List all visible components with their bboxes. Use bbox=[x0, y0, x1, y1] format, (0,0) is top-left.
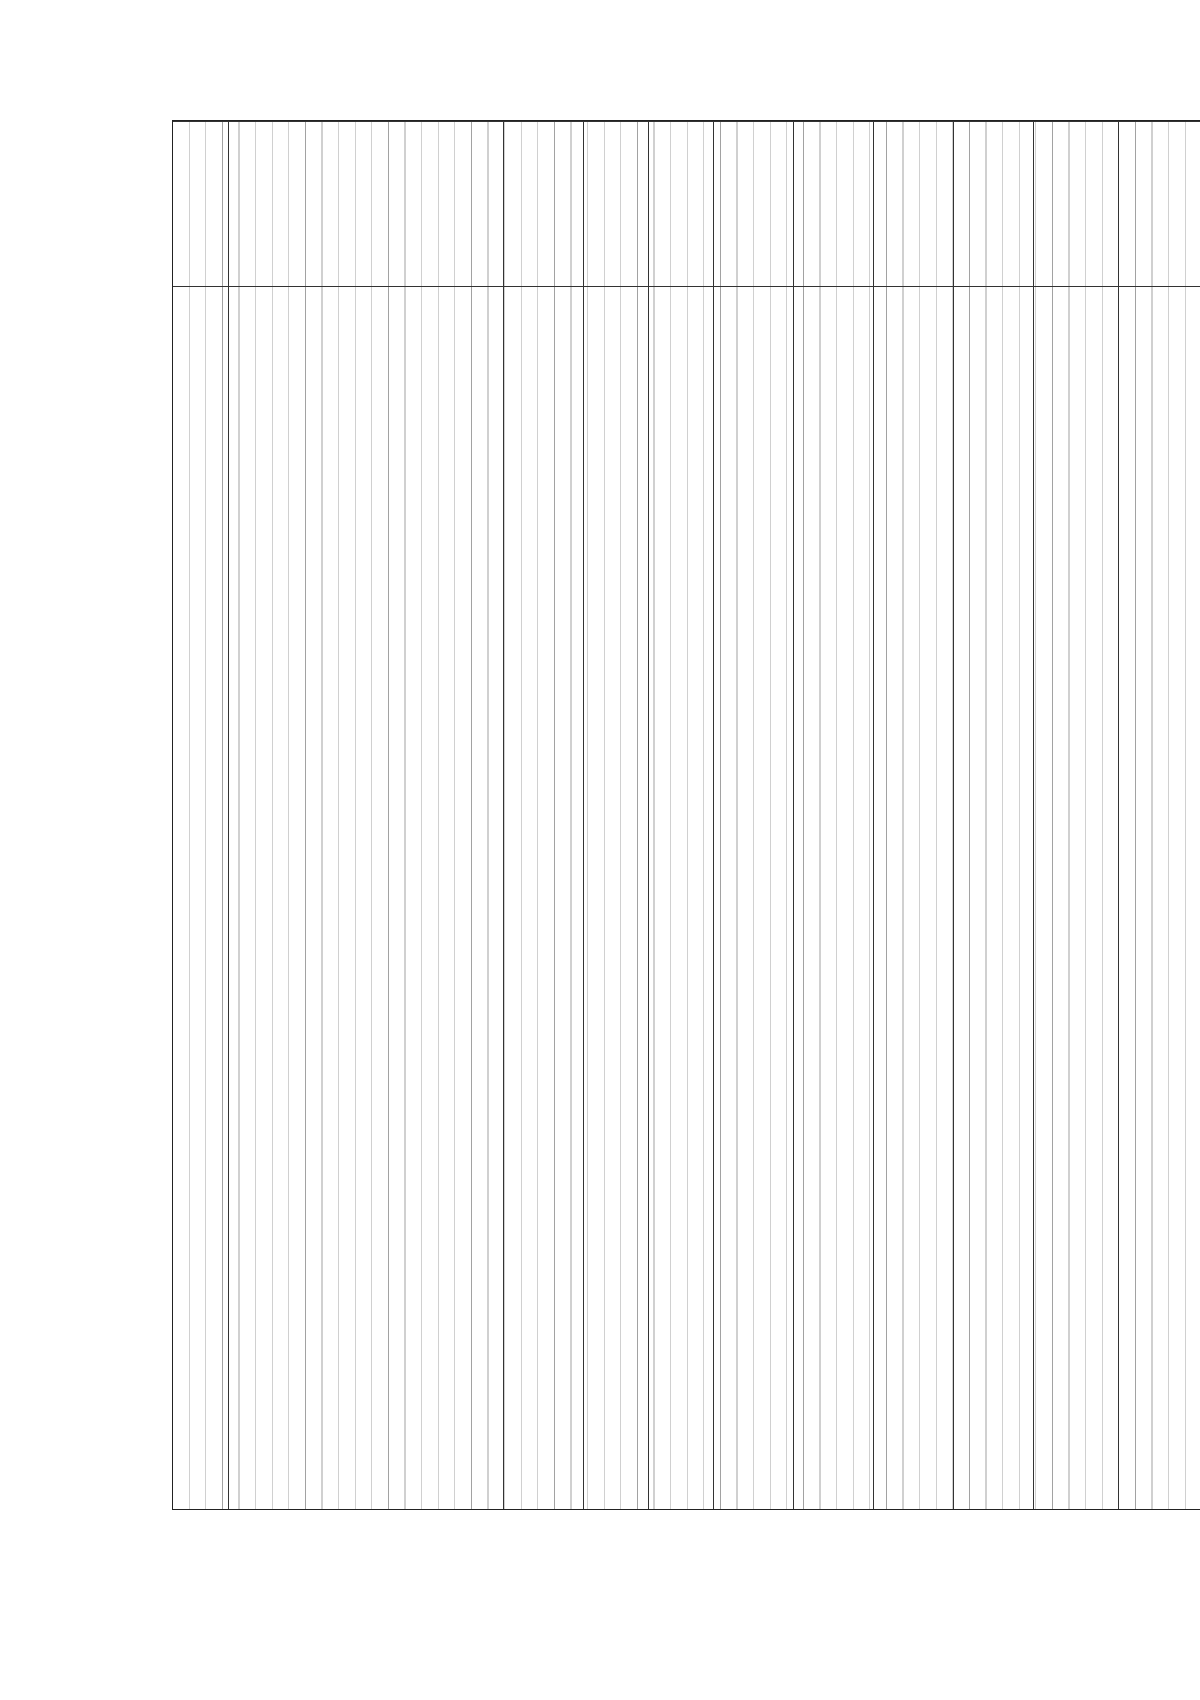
header-divider bbox=[173, 286, 1200, 287]
capital-repair-table bbox=[172, 120, 1200, 1510]
column-divider-5 bbox=[713, 121, 714, 1509]
column-divider-10 bbox=[1118, 121, 1119, 1509]
column-divider-7 bbox=[873, 121, 874, 1509]
column-divider-1 bbox=[228, 121, 229, 1509]
column-divider-9 bbox=[1033, 121, 1034, 1509]
column-divider-3 bbox=[583, 121, 584, 1509]
page-number bbox=[150, 880, 172, 940]
table-column-lines bbox=[173, 121, 1200, 1509]
column-divider-4 bbox=[648, 121, 649, 1509]
column-divider-2 bbox=[503, 121, 504, 1509]
column-divider-8 bbox=[953, 121, 954, 1509]
column-divider-6 bbox=[793, 121, 794, 1509]
